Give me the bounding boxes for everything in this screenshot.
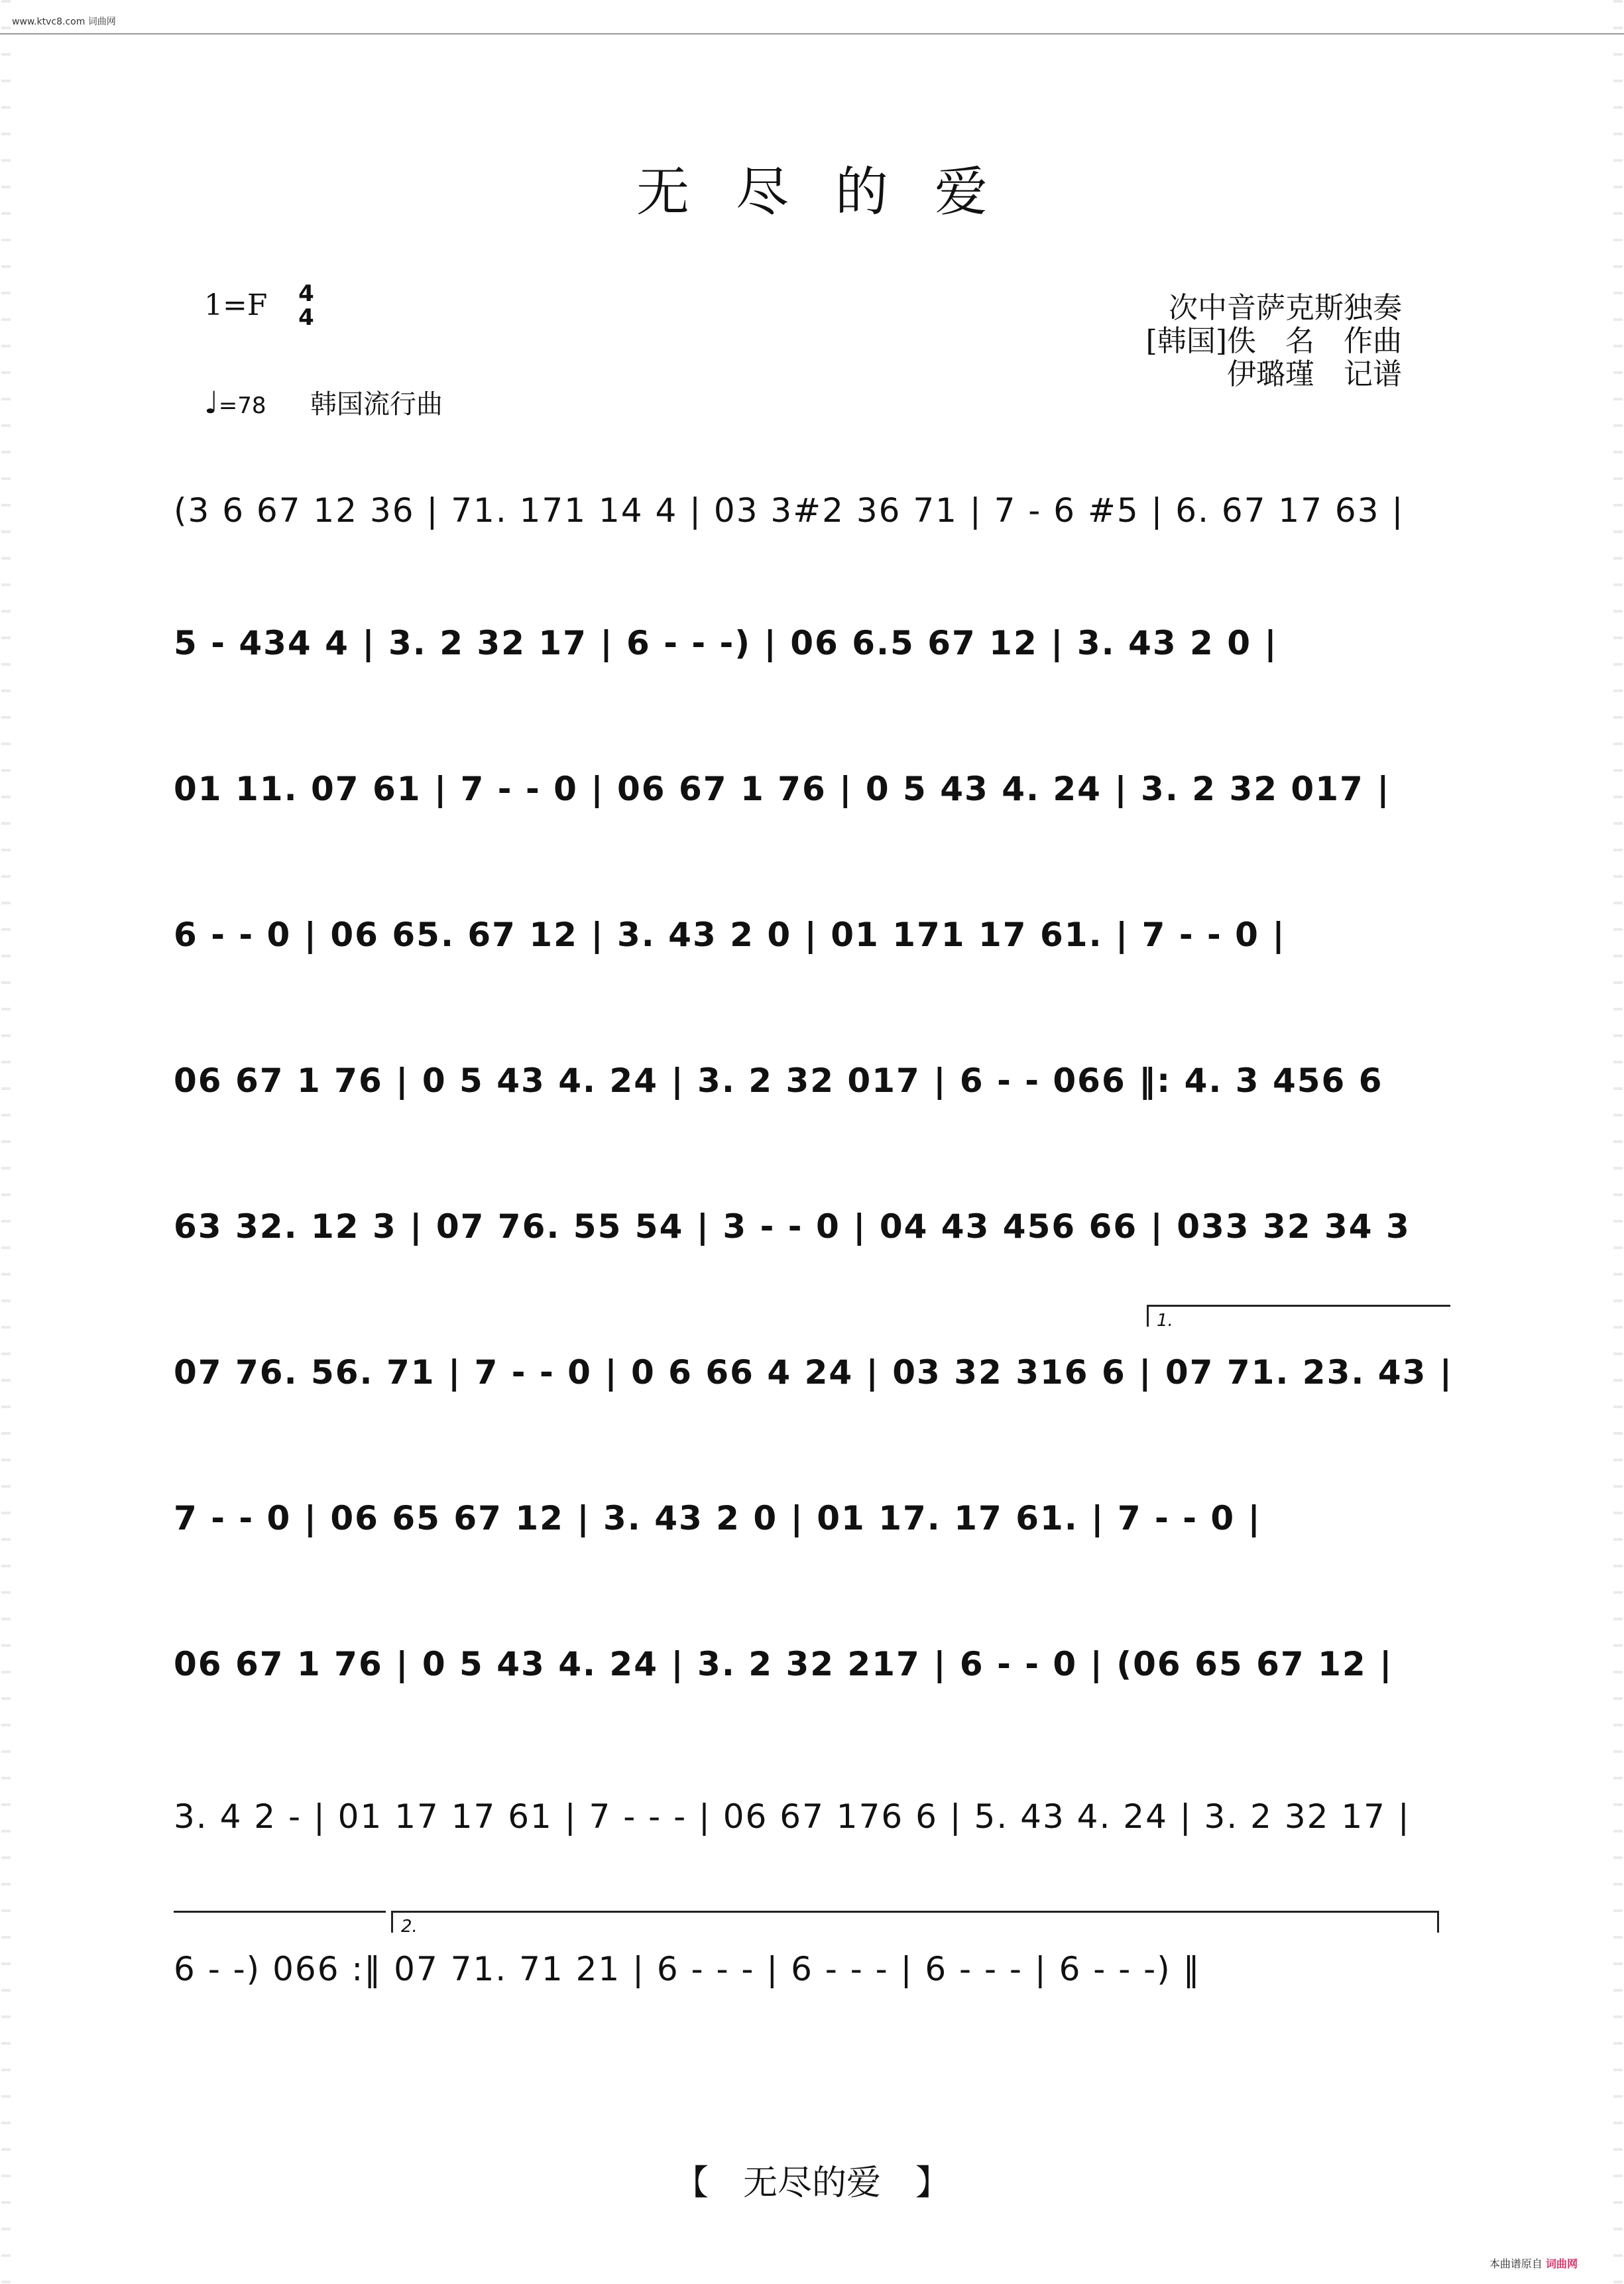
footer-caption: 【 无尽的爱 】 <box>673 2163 950 2203</box>
staff-line: 7 - - 0 | 06 65 67 12 | 3. 43 2 0 | 01 17. 17 61. | 7 - - 0 | <box>174 1499 1261 1537</box>
brand-mark[interactable] <box>1489 2255 1578 2271</box>
right-border-decoration <box>1613 0 1623 2284</box>
staff-line: (3 6 67 12 36 | 71. 171 14 4 | 03 3#2 36 71 | 7 - 6 #5 | 6. 67 17 63 | <box>174 491 1405 530</box>
second-ending-bracket <box>391 1911 1439 1937</box>
page-title: 无尽的爱 <box>636 161 1034 223</box>
meter-top: 4 <box>298 280 314 307</box>
staff-line: 6 - - 0 | 06 65. 67 12 | 3. 43 2 0 | 01 171 17 61. | 7 - - 0 | <box>174 916 1286 954</box>
brand-left: 本曲谱原自 <box>1489 2257 1542 2270</box>
quarter-note-icon: ♩ <box>204 385 219 420</box>
first-ending-label: 1. <box>1157 1311 1173 1331</box>
staff-line: 01 11. 07 61 | 7 - - 0 | 06 67 1 76 | 0 5 43 4. 24 | 3. 2 32 017 | <box>174 770 1391 808</box>
header-rule <box>0 33 1624 34</box>
second-ending-label: 2. <box>401 1917 418 1937</box>
staff-line: 3. 4 2 - | 01 17 17 61 | 7 - - - | 06 67 176 6 | 5. 43 4. 24 | 3. 2 32 17 | <box>174 1797 1411 1836</box>
tempo-marking <box>204 385 266 420</box>
left-border-decoration <box>1 0 11 2284</box>
meter-bottom: 4 <box>298 304 314 331</box>
brand-right: 词曲网 <box>1545 2257 1578 2270</box>
credits-block: 次中音萨克斯独奏 [韩国]佚 名 作曲 伊璐瑾 记谱 <box>1145 291 1402 391</box>
staff-line: 6 - -) 066 :‖ 07 71. 71 21 | 6 - - - | 6 - - - | 6 - - - | 6 - - -) ‖ <box>174 1950 1201 1988</box>
staff-line: 06 67 1 76 | 0 5 43 4. 24 | 3. 2 32 017 | 6 - - 066 ‖: 4. 3 456 6 <box>174 1061 1383 1100</box>
first-ending-bracket <box>1147 1305 1450 1331</box>
first-ending-bracket-continued <box>174 1911 386 1913</box>
staff-line: 06 67 1 76 | 0 5 43 4. 24 | 3. 2 32 217 | 6 - - 0 | (06 65 67 12 | <box>174 1645 1393 1683</box>
staff-line: 5 - 434 4 | 3. 2 32 17 | 6 - - -) | 06 6.5 67 12 | 3. 43 2 0 | <box>174 624 1278 662</box>
staff-line: 07 76. 56. 71 | 7 - - 0 | 0 6 66 4 24 | 03 32 316 6 | 07 71. 23. 43 | <box>174 1353 1453 1392</box>
song-style: 韩国流行曲 <box>310 389 443 420</box>
tempo-value: =78 <box>218 392 266 419</box>
time-signature <box>295 282 318 330</box>
site-url[interactable]: www.ktvc8.com 词曲网 <box>12 17 116 27</box>
staff-line: 63 32. 12 3 | 07 76. 55 54 | 3 - - 0 | 04 43 456 66 | 033 32 34 3 <box>174 1207 1411 1246</box>
key-signature: 1=F <box>204 288 268 322</box>
